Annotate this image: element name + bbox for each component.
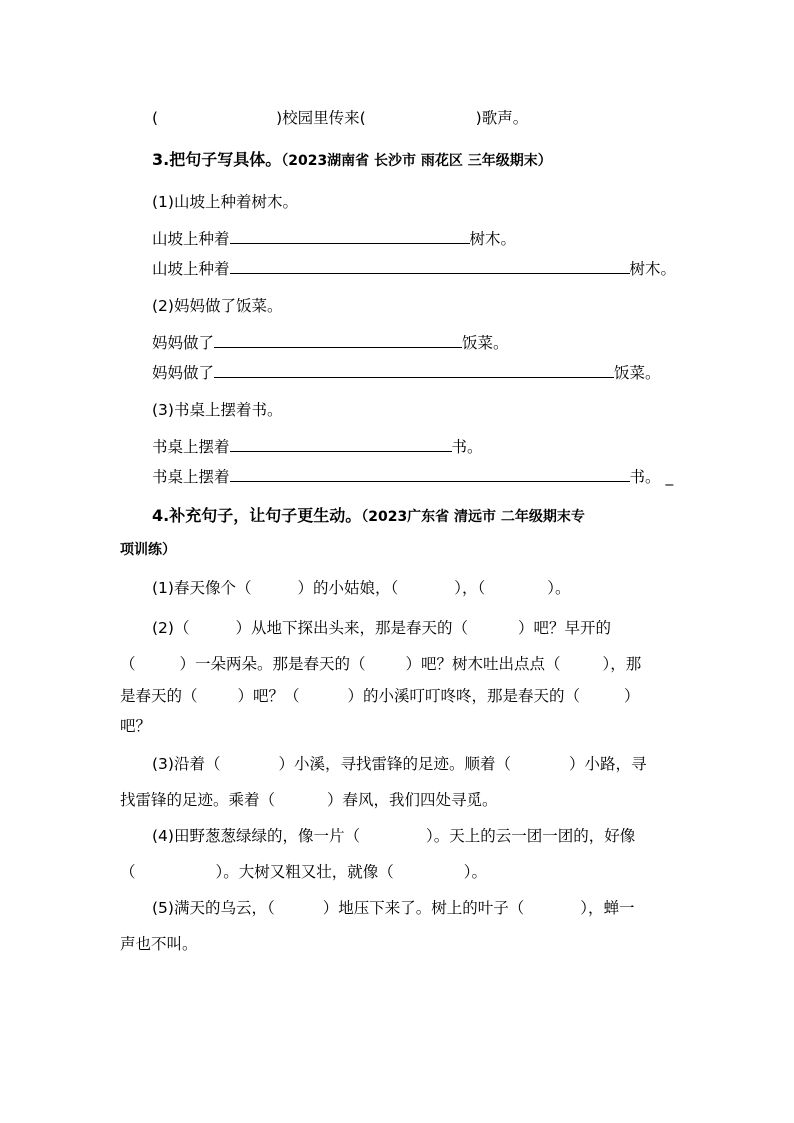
q3-item-3-long-answer: 书桌上摆着 书。 _ <box>152 468 674 486</box>
q4-line: (2)（ ）从地下探出头来，那是春天的（ ）吧？早开的 <box>152 619 611 637</box>
answer-blank[interactable] <box>230 466 630 482</box>
question-3-heading: 3.把句子写具体。（2023湖南省 长沙市 雨花区 三年级期末） <box>152 150 552 169</box>
q4-line: (4)田野葱葱绿绿的，像一片（ ）。天上的云一团一团的，好像 <box>152 827 636 845</box>
q4-line: 声也不叫。 <box>120 935 198 953</box>
answer-blank[interactable] <box>214 362 614 378</box>
q3-item-3-label: (3)书桌上摆着书。 <box>152 401 283 419</box>
q3-item-1-long-answer: 山坡上种着 树木。 <box>152 260 677 278</box>
answer-blank[interactable] <box>230 258 630 274</box>
answer-blank[interactable] <box>230 436 452 452</box>
q3-item-1-short-answer: 山坡上种着 树木。 <box>152 230 517 248</box>
q4-line: (1)春天像个（ ）的小姑娘，（ ），（ ）。 <box>152 579 571 597</box>
q4-line: (5)满天的乌云，（ ）地压下来了。树上的叶子（ ），蝉一 <box>152 899 635 917</box>
q3-item-2-short-answer: 妈妈做了 饭菜。 <box>152 334 509 352</box>
q3-item-1-label: (1)山坡上种着树木。 <box>152 193 298 211</box>
question-4-heading: 4.补充句子，让句子更生动。（2023广东省 清远市 二年级期末专 <box>152 506 585 525</box>
q3-item-3-short-answer: 书桌上摆着 书。 <box>152 438 483 456</box>
fill-line-school-song: ( )校园里传来( )歌声。 <box>152 109 529 127</box>
q3-item-2-label: (2)妈妈做了饭菜。 <box>152 297 283 315</box>
q4-line: 是春天的（ ）吧？（ ）的小溪叮叮咚咚，那是春天的（ ） <box>120 687 640 705</box>
answer-blank[interactable] <box>214 332 462 348</box>
answer-blank[interactable] <box>230 228 470 244</box>
q4-line: 吧？ <box>120 717 152 735</box>
q4-line: (3)沿着（ ）小溪，寻找雷锋的足迹。顺着（ ）小路，寻 <box>152 755 647 773</box>
q4-line: （ ）一朵两朵。那是春天的（ ）吧？树木吐出点点（ ），那 <box>120 655 642 673</box>
q4-line: （ ）。大树又粗又壮，就像（ ）。 <box>120 863 488 881</box>
question-4-source-cont: 项训练） <box>120 542 176 558</box>
q3-item-2-long-answer: 妈妈做了 饭菜。 <box>152 364 661 382</box>
q4-line: 找雷锋的足迹。乘着（ ）春风，我们四处寻觅。 <box>120 791 498 809</box>
